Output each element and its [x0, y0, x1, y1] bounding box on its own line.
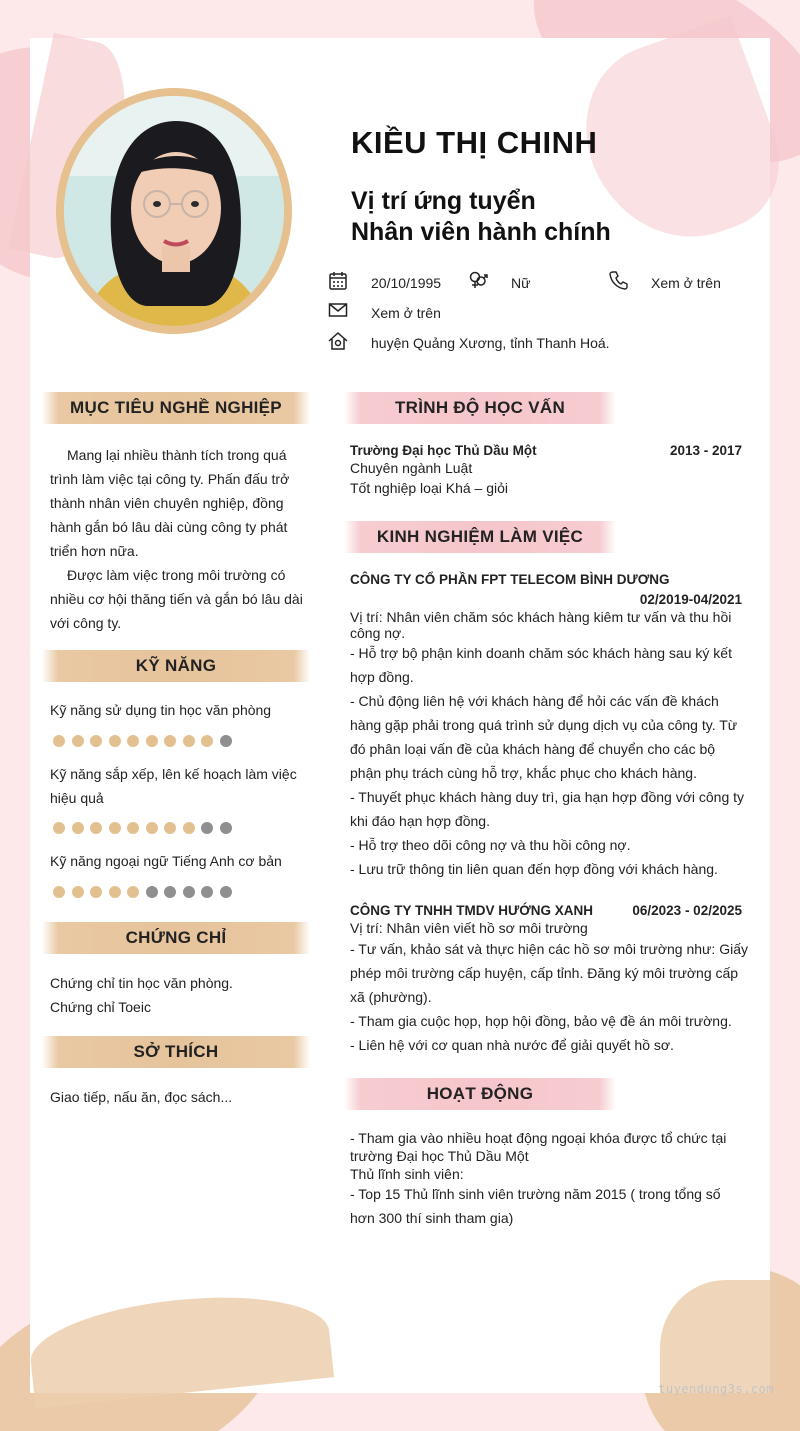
position-label: Vị trí ứng tuyển	[351, 187, 536, 215]
objective-line: hành gắn bó lâu dài cùng công ty phát	[50, 519, 288, 535]
email-icon	[328, 300, 348, 320]
objective-line: triển hơn nữa.	[50, 543, 139, 559]
job-role-line: Vị trí: Nhân viên chăm sóc khách hàng kiêm tư vấn và thu hồi	[350, 609, 732, 625]
duty-line: - Tư vấn, khảo sát và thực hiện các hồ sơ môi trường như: Giấy	[350, 941, 748, 957]
calendar-icon	[328, 271, 348, 291]
phone-icon	[609, 270, 629, 290]
duty-line: - Liên hệ với cơ quan nhà nước để giải quyết hồ sơ.	[350, 1037, 674, 1053]
duty-line: xã (phường).	[350, 989, 432, 1005]
gender-icon	[468, 270, 488, 290]
certificate-item: Chứng chỉ tin học văn phòng.	[50, 975, 233, 991]
career-objective-text	[50, 443, 315, 635]
objective-line: Mang lại nhiều thành tích trong quá	[67, 447, 287, 463]
heading-certificates: CHỨNG CHỈ	[42, 922, 310, 954]
rating-dot-filled	[72, 822, 84, 834]
activity-line: hơn 300 thí sinh tham gia)	[350, 1210, 514, 1226]
rating-dot-filled	[201, 735, 213, 747]
rating-dot-filled	[72, 735, 84, 747]
skill-3-label	[50, 849, 315, 873]
rating-dot-empty	[201, 886, 213, 898]
objective-line: với công ty.	[50, 615, 122, 631]
activity-line: Thủ lĩnh sinh viên:	[350, 1166, 464, 1182]
activities-text	[350, 1129, 750, 1183]
objective-line: Được làm việc trong môi trường có	[67, 567, 286, 583]
skill-label-line: Kỹ năng ngoại ngữ Tiếng Anh cơ bản	[50, 853, 282, 869]
education-major: Chuyên ngành Luật	[350, 460, 473, 476]
dob-value: 20/10/1995	[371, 275, 442, 291]
job-2-duties	[350, 937, 750, 1057]
skill-3-rating	[53, 886, 232, 898]
job-1-role	[350, 609, 750, 641]
rating-dot-filled	[164, 735, 176, 747]
rating-dot-filled	[90, 822, 102, 834]
rating-dot-empty	[220, 886, 232, 898]
activities-text-2	[350, 1182, 750, 1230]
objective-line: trình làm việc tại công ty. Phấn đấu trở	[50, 471, 290, 487]
rating-dot-filled	[127, 822, 139, 834]
skill-2-rating	[53, 822, 232, 834]
heading-career-objective: MỤC TIÊU NGHỀ NGHIỆP	[42, 392, 310, 424]
duty-line: hợp đồng.	[350, 669, 414, 685]
rating-dot-filled	[183, 735, 195, 747]
duty-line: - Thuyết phục khách hàng duy trì, gia hạn hợp đồng với công ty	[350, 789, 745, 805]
gender-value: Nữ	[511, 275, 531, 291]
rating-dot-filled	[53, 735, 65, 747]
address-value: huyện Quảng Xương, tỉnh Thanh Hoá.	[371, 335, 610, 351]
duty-line: - Hỗ trợ theo dõi công nợ và thu hồi công nợ.	[350, 837, 631, 853]
heading-experience: KINH NGHIỆM LÀM VIỆC	[344, 521, 616, 553]
duty-line: - Tham gia cuộc họp, họp hội đồng, bảo vệ đề án môi trường.	[350, 1013, 732, 1029]
duty-line: đó phân loại vấn đề của khách hàng để chuyển cho các bộ	[350, 741, 716, 757]
skill-label-line: Kỹ năng sử dụng tin học văn phòng	[50, 702, 272, 718]
rating-dot-filled	[146, 822, 158, 834]
rating-dot-filled	[109, 886, 121, 898]
job-2-role: Vị trí: Nhân viên viết hồ sơ môi trường	[350, 920, 588, 936]
skill-label-line: Kỹ năng sắp xếp, lên kế hoạch làm việc	[50, 766, 297, 782]
job-2-company: CÔNG TY TNHH TMDV HƯỚNG XANH	[350, 903, 593, 918]
rating-dot-filled	[127, 735, 139, 747]
rating-dot-empty	[201, 822, 213, 834]
rating-dot-filled	[127, 886, 139, 898]
certificate-item: Chứng chỉ Toeic	[50, 999, 151, 1015]
skill-2-label	[50, 762, 315, 810]
activity-line: - Top 15 Thủ lĩnh sinh viên trường năm 2015 ( trong tổng số	[350, 1186, 721, 1202]
education-school: Trường Đại học Thủ Dầu Một	[350, 443, 537, 458]
heading-activities: HOẠT ĐỘNG	[344, 1078, 616, 1110]
heading-hobbies: SỞ THÍCH	[42, 1036, 310, 1068]
activity-line: trường Đại học Thủ Dầu Một	[350, 1148, 529, 1164]
rating-dot-empty	[220, 822, 232, 834]
rating-dot-filled	[90, 886, 102, 898]
duty-line: - Lưu trữ thông tin liên quan đến hợp đồng với khách hàng.	[350, 861, 718, 877]
rating-dot-filled	[109, 735, 121, 747]
hobbies-text: Giao tiếp, nấu ăn, đọc sách...	[50, 1089, 233, 1105]
duty-line: - Hỗ trợ bộ phận kinh doanh chăm sóc khách hàng sau ký kết	[350, 645, 732, 661]
duty-line: phận phụ trách cùng hỗ trợ, khắc phục cho khách hàng.	[350, 765, 697, 781]
heading-education: TRÌNH ĐỘ HỌC VẤN	[344, 392, 616, 424]
objective-line: nhiều cơ hội thăng tiến và gắn bó lâu dài	[50, 591, 303, 607]
watermark: tuyendung3s.com	[658, 1382, 774, 1396]
rating-dot-empty	[183, 886, 195, 898]
rating-dot-filled	[183, 822, 195, 834]
education-years: 2013 - 2017	[669, 443, 742, 458]
rating-dot-filled	[109, 822, 121, 834]
rating-dot-filled	[146, 735, 158, 747]
job-1-company: CÔNG TY CỔ PHẦN FPT TELECOM BÌNH DƯƠNG	[350, 572, 670, 587]
education-grade: Tốt nghiệp loại Khá – giỏi	[350, 480, 508, 496]
candidate-name: KIỀU THỊ CHINH	[351, 125, 598, 160]
heading-skills: KỸ NĂNG	[42, 650, 310, 682]
skill-1-label	[50, 698, 315, 722]
activity-line: - Tham gia vào nhiều hoạt động ngoại khóa được tổ chức tại	[350, 1130, 727, 1146]
rating-dot-filled	[90, 735, 102, 747]
rating-dot-empty	[146, 886, 158, 898]
objective-line: thành nhân viên chuyên nghiệp, đồng	[50, 495, 284, 511]
skill-1-rating	[53, 735, 232, 747]
rating-dot-empty	[164, 886, 176, 898]
certificates-list	[50, 971, 315, 1019]
email-value: Xem ở trên	[371, 305, 441, 321]
job-1-period: 02/2019-04/2021	[639, 592, 742, 607]
phone-value: Xem ở trên	[651, 275, 721, 291]
rating-dot-filled	[53, 822, 65, 834]
avatar-portrait-icon	[64, 96, 284, 326]
home-location-icon	[328, 331, 348, 351]
duty-line: phép môi trường cấp huyện, cấp tỉnh. Đăng ký môi trường cấp	[350, 965, 739, 981]
skill-label-line: hiệu quả	[50, 790, 104, 806]
duty-line: hàng gặp phải trong quá trình sử dụng dịch vụ của công ty. Từ	[350, 717, 738, 733]
duty-line: - Chủ động liên hệ với khách hàng để hỏi các vấn đề khách	[350, 693, 719, 709]
position-block	[351, 186, 611, 248]
job-2-period: 06/2023 - 02/2025	[632, 903, 742, 918]
job-1-duties	[350, 641, 750, 881]
position-value: Nhân viên hành chính	[351, 218, 611, 246]
rating-dot-filled	[164, 822, 176, 834]
rating-dot-filled	[72, 886, 84, 898]
rating-dot-empty	[220, 735, 232, 747]
job-role-line: công nợ.	[350, 625, 406, 641]
duty-line: khi đáo hạn hợp đồng.	[350, 813, 490, 829]
rating-dot-filled	[53, 886, 65, 898]
avatar	[64, 96, 284, 326]
